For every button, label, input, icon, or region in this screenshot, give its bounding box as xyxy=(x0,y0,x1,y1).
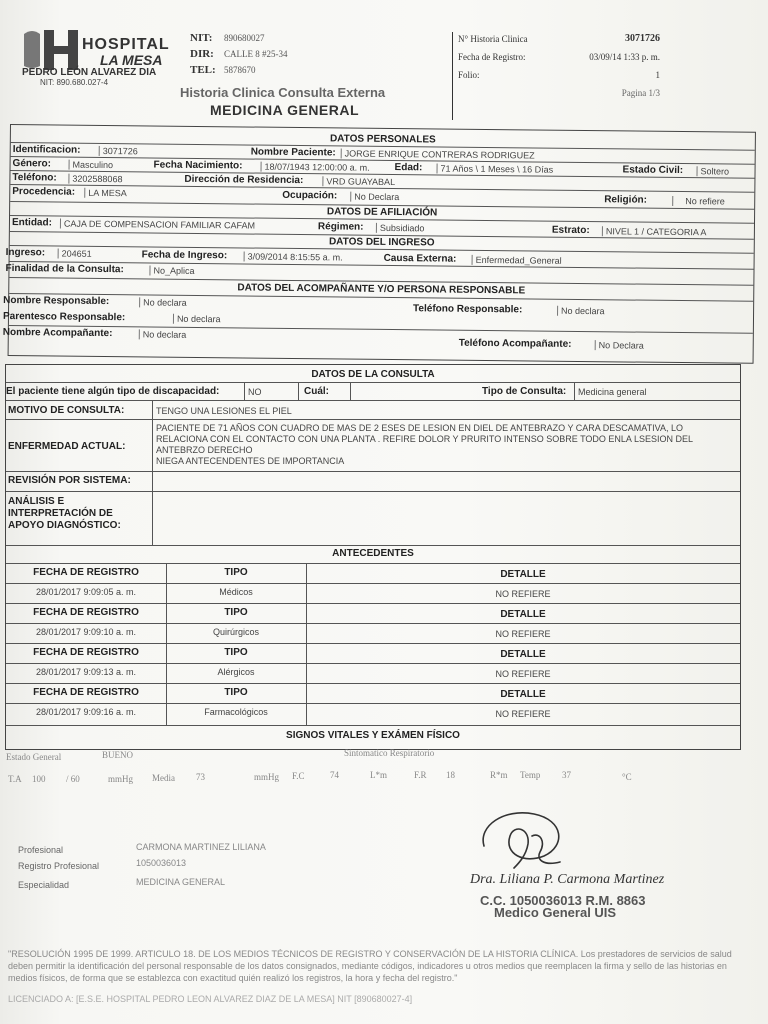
fecha-ingreso-label: Fecha de Ingreso: xyxy=(141,249,228,262)
cual-label: Cuál: xyxy=(304,386,329,397)
ant-col-detalle-3: DETALLE xyxy=(500,649,546,660)
ant-row-detalle: NO REFIERE xyxy=(495,589,551,599)
religion-label: Religión: xyxy=(604,194,648,206)
document-subtitle: MEDICINA GENERAL xyxy=(210,102,360,118)
acompanante-title: DATOS DEL ACOMPAÑANTE Y/O PERSONA RESPONSABLE xyxy=(237,282,526,297)
procedencia-label: Procedencia: xyxy=(12,186,76,198)
parentesco-label: Parentesco Responsable: xyxy=(2,310,126,324)
historia-label: N° Historia Clinica xyxy=(458,34,528,44)
nombre-paciente-value: JORGE ENRIQUE CONTRERAS RODRIGUEZ xyxy=(341,148,535,160)
causa-externa-label: Causa Externa: xyxy=(383,252,457,265)
analisis-label-2: INTERPRETACIÓN DE xyxy=(8,508,113,519)
procedencia-value: LA MESA xyxy=(84,188,127,198)
ant-row-fecha: 28/01/2017 9:09:13 a. m. xyxy=(35,667,137,677)
ant-col-fecha-1: FECHA DE REGISTRO xyxy=(33,567,139,578)
temp-label: Temp xyxy=(520,770,541,780)
especialidad-value: MEDICINA GENERAL xyxy=(136,877,226,887)
ta-systolic: 100 xyxy=(32,774,46,784)
signature-cc: C.C. 1050036013 R.M. 8863 xyxy=(480,893,646,908)
discapacidad-value: NO xyxy=(248,387,262,397)
tipo-consulta-label: Tipo de Consulta: xyxy=(482,386,567,397)
telefono-value: 3202588068 xyxy=(68,174,122,185)
parentesco-value: No declara xyxy=(173,314,221,324)
fc-unit: L*m xyxy=(370,770,387,780)
ant-col-tipo-2: TIPO xyxy=(224,607,248,618)
edad-label: Edad: xyxy=(394,162,423,174)
religion-value: No refiere xyxy=(672,196,725,207)
media-unit: mmHg xyxy=(254,772,280,782)
direccion-label: Dirección de Residencia: xyxy=(184,173,304,187)
fecha-nacimiento-label: Fecha Nacimiento: xyxy=(153,159,243,172)
finalidad-label: Finalidad de la Consulta: xyxy=(5,262,124,276)
antecedentes-title: ANTECEDENTES xyxy=(332,548,414,559)
fecha-ingreso-value: 3/09/2014 8:15:55 a. m. xyxy=(244,251,343,262)
telefono-acompanante-label: Teléfono Acompañante: xyxy=(458,337,572,350)
estado-civil-value: Soltero xyxy=(696,166,729,176)
genero-value: Masculino xyxy=(69,160,114,170)
folio-label: Folio: xyxy=(458,70,480,80)
ant-row-fecha: 28/01/2017 9:09:05 a. m. xyxy=(35,587,137,597)
ocupacion-value: No Declara xyxy=(350,192,399,203)
fc-label: F.C xyxy=(292,771,305,781)
estado-general-value: BUENO xyxy=(102,750,133,760)
licencia-text: LICENCIADO A: [E.S.E. HOSPITAL PEDRO LEON ALVAREZ DIAZ DE LA MESA] NIT [890680027-4] xyxy=(8,994,413,1004)
tipo-consulta-value: Medicina general xyxy=(578,387,647,397)
media-label: Media xyxy=(152,773,175,783)
nit-value: 890680027 xyxy=(224,33,265,43)
motivo-label: MOTIVO DE CONSULTA: xyxy=(8,405,125,416)
nombre-acompanante-value: No declara xyxy=(139,329,187,339)
consulta-section xyxy=(5,364,741,750)
especialidad-label: Especialidad xyxy=(18,880,70,890)
folio-value: 1 xyxy=(655,70,660,80)
ant-row-detalle: NO REFIERE xyxy=(495,629,551,639)
registro-label: Registro Profesional xyxy=(18,861,100,871)
revision-label: REVISIÓN POR SISTEMA: xyxy=(8,475,131,486)
tel-value: 5878670 xyxy=(224,65,256,75)
fr-unit: R*m xyxy=(490,770,508,780)
resolucion-text: "RESOLUCIÓN 1995 DE 1999. ARTICULO 18. DE LOS MEDIOS TÉCNICOS DE REGISTRO Y CONSERVACIÓN DE LA HISTORIA CLÍNICA. Los prestadores de servicios de salud deben permitir la identificación del personal responsable de los datos consignados, mediante códigos, indicadores u otros medios que reemplacen la firma y sello de las historias en medios físicos, de forma que se establezca con exactitud quién realizó los registros, la hora y fecha del registro." xyxy=(8,949,732,983)
dir-value: CALLE 8 #25-34 xyxy=(224,49,288,59)
regimen-value: Subsidiado xyxy=(376,223,425,234)
edad-value: 71 Años \ 1 Meses \ 16 Días xyxy=(437,163,554,174)
nombre-paciente-label: Nombre Paciente: xyxy=(250,146,336,159)
temp-value: 37 xyxy=(562,770,571,780)
fc-value: 74 xyxy=(330,770,339,780)
logo-hospital-text: HOSPITAL xyxy=(82,36,170,53)
nombre-acompanante-label: Nombre Acompañante: xyxy=(2,326,113,340)
entidad-value: CAJA DE COMPENSACION FAMILIAR CAFAM xyxy=(60,219,255,231)
ocupacion-label: Ocupación: xyxy=(282,189,338,202)
ant-col-detalle-2: DETALLE xyxy=(500,609,546,620)
ant-row-tipo: Médicos xyxy=(219,587,253,597)
ant-row-detalle: NO REFIERE xyxy=(495,709,551,719)
temp-unit: °C xyxy=(622,772,632,782)
ant-row-fecha: 28/01/2017 9:09:16 a. m. xyxy=(35,707,137,717)
nit-label: NIT: xyxy=(190,32,213,44)
causa-externa-value: Enfermedad_General xyxy=(472,255,562,266)
ant-col-tipo-4: TIPO xyxy=(224,687,248,698)
ant-col-fecha-2: FECHA DE REGISTRO xyxy=(33,607,139,618)
ingreso-value: 204651 xyxy=(58,249,92,259)
fecha-registro-value: 03/09/14 1:33 p. m. xyxy=(589,52,660,62)
ant-col-detalle-4: DETALLE xyxy=(500,689,546,700)
motivo-value: TENGO UNA LESIONES EL PIEL xyxy=(156,406,292,416)
media-value: 73 xyxy=(196,772,205,782)
enfermedad-line-2: RELACIONA CON EL CONTACTO CON UNA PLANTA . REFIRE DOLOR Y PRURITO INTENSO SOBRE TODO ENLA LSESION DEL xyxy=(156,434,693,444)
logo-la-mesa-text: LA MESA xyxy=(100,52,163,68)
ant-row-detalle: NO REFIERE xyxy=(495,669,551,679)
registro-value: 1050036013 xyxy=(136,858,187,868)
fecha-registro-label: Fecha de Registro: xyxy=(458,52,526,62)
ant-row-tipo: Alérgicos xyxy=(217,667,255,677)
genero-label: Género: xyxy=(12,158,51,170)
signature-role: Medico General UIS xyxy=(494,905,617,920)
afiliacion-title: DATOS DE AFILIACIÓN xyxy=(326,206,438,219)
ta-diastolic: / 60 xyxy=(66,774,80,784)
signature-icon xyxy=(474,806,574,874)
ant-row-tipo: Farmacológicos xyxy=(204,707,268,717)
finalidad-value: No_Aplica xyxy=(149,265,194,275)
estado-general-label: Estado General xyxy=(6,752,62,762)
nombre-responsable-value: No declara xyxy=(139,297,187,307)
telefono-responsable-value: No declara xyxy=(557,306,605,316)
ant-row-fecha: 28/01/2017 9:09:10 a. m. xyxy=(35,627,137,637)
telefono-acompanante-value: No Declara xyxy=(595,340,644,351)
logo-nit-text: NIT: 890.680.027-4 xyxy=(40,78,109,87)
estado-civil-label: Estado Civil: xyxy=(622,164,684,177)
datos-personales-title: DATOS PERSONALES xyxy=(329,133,436,146)
entidad-label: Entidad: xyxy=(11,217,53,229)
consulta-title: DATOS DE LA CONSULTA xyxy=(311,369,435,380)
identificacion-value: 3071726 xyxy=(99,146,138,156)
estrato-label: Estrato: xyxy=(551,224,590,237)
signos-title: SIGNOS VITALES Y EXÁMEN FÍSICO xyxy=(286,730,460,741)
pagina-text: Pagina 1/3 xyxy=(621,88,660,98)
ta-unit: mmHg xyxy=(108,774,134,784)
enfermedad-line-1: PACIENTE DE 71 AÑOS CON CUADRO DE MAS DE 2 ESES DE LESION EN DIEL DE ANTEBRAZO Y CARA DESCAMATIVA, LO xyxy=(156,423,683,433)
logo-pedro-leon-text: PEDRO LEÓN ALVAREZ DIA xyxy=(22,67,157,78)
enfermedad-label: ENFERMEDAD ACTUAL: xyxy=(8,441,126,452)
profesional-label: Profesional xyxy=(18,845,64,855)
ant-row-tipo: Quirúrgicos xyxy=(212,627,259,637)
discapacidad-label: El paciente tiene algún tipo de discapacidad: xyxy=(6,386,220,397)
enfermedad-line-4: NIEGA ANTECENDENTES DE IMPORTANCIA xyxy=(156,456,345,466)
fr-value: 18 xyxy=(446,770,455,780)
ant-col-fecha-4: FECHA DE REGISTRO xyxy=(33,687,139,698)
ant-col-fecha-3: FECHA DE REGISTRO xyxy=(33,647,139,658)
identificacion-label: Identificacion: xyxy=(12,144,81,156)
fecha-nacimiento-value: 18/07/1943 12:00:00 a. m. xyxy=(261,162,370,173)
ingreso-label: Ingreso: xyxy=(5,246,46,259)
ingreso-title: DATOS DEL INGRESO xyxy=(328,236,435,249)
ant-col-detalle-1: DETALLE xyxy=(500,569,546,580)
tel-label: TEL: xyxy=(190,64,216,76)
historia-value: 3071726 xyxy=(625,33,660,44)
header-divider xyxy=(452,32,453,120)
profesional-value: CARMONA MARTINEZ LILIANA xyxy=(136,842,266,852)
sintomatico-label: Sintomatico Respiratorio xyxy=(344,748,435,758)
patient-data-section xyxy=(2,124,756,364)
ta-label: T.A xyxy=(8,774,22,784)
telefono-label: Teléfono: xyxy=(12,172,57,184)
signature-name: Dra. Liliana P. Carmona Martinez xyxy=(470,872,665,887)
dir-label: DIR: xyxy=(190,48,214,60)
regimen-label: Régimen: xyxy=(317,221,364,233)
direccion-value: VRD GUAYABAL xyxy=(322,176,395,187)
analisis-label-1: ANÁLISIS E xyxy=(8,496,65,507)
ant-col-tipo-1: TIPO xyxy=(224,567,248,578)
estrato-value: NIVEL 1 / CATEGORIA A xyxy=(602,226,707,237)
nombre-responsable-label: Nombre Responsable: xyxy=(3,294,110,308)
fr-label: F.R xyxy=(414,770,427,780)
analisis-label-3: APOYO DIAGNÓSTICO: xyxy=(8,520,121,531)
telefono-responsable-label: Teléfono Responsable: xyxy=(413,303,523,316)
ant-col-tipo-3: TIPO xyxy=(224,647,248,658)
enfermedad-line-3: ANTEBRZO DERECHO xyxy=(156,445,253,455)
document-title: Historia Clinica Consulta Externa xyxy=(180,85,386,100)
